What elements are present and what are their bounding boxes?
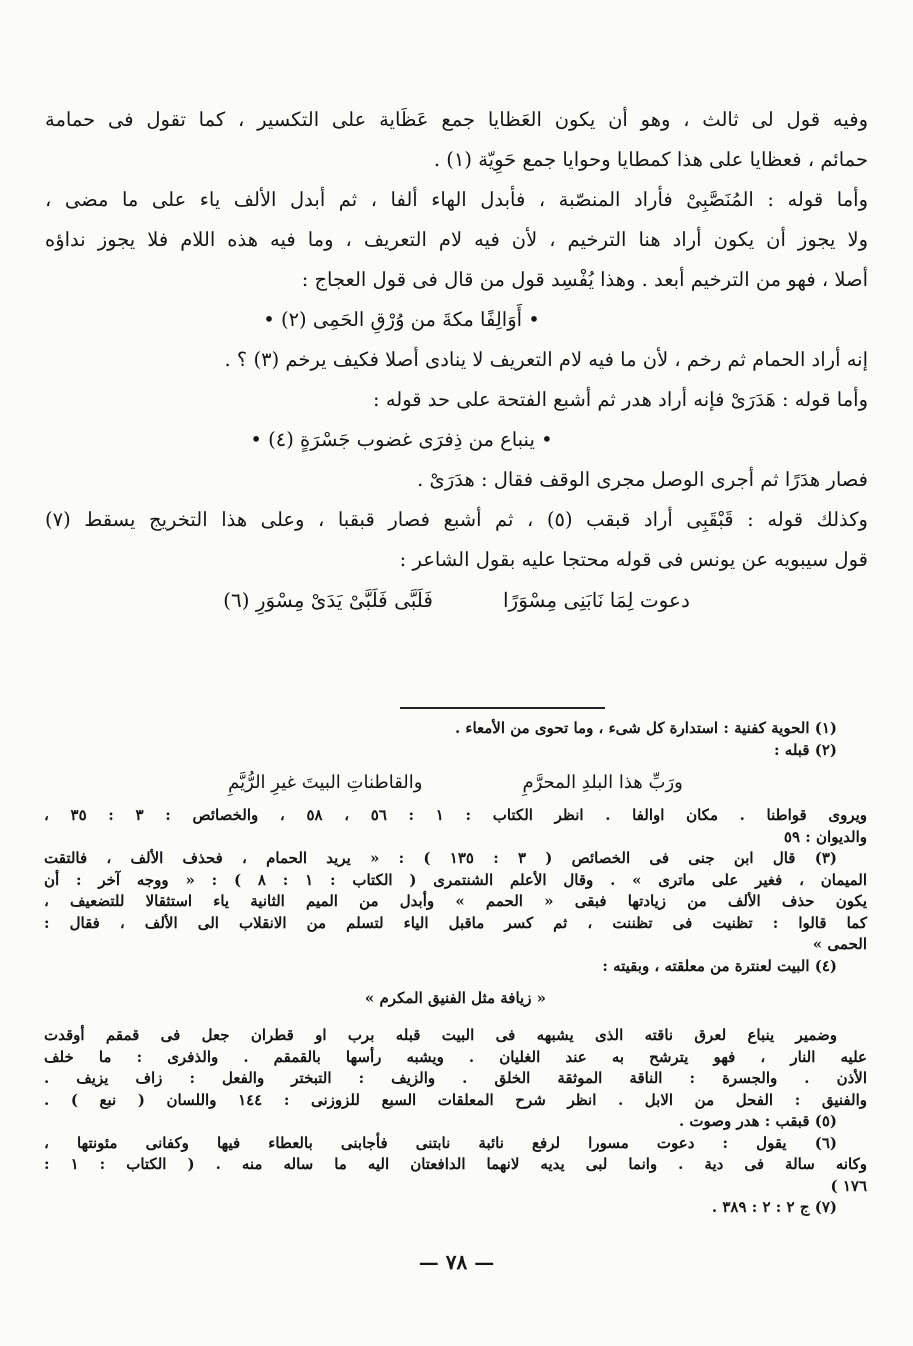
footnote-line: كما قالوا : تظنيت فى تظننت ، ثم كسر ماقبل الياء لتسلم من الانقلاب الى الألف ، فقال : bbox=[44, 913, 867, 932]
footnote-3: (٣) قال ابن جنى فى الخصائص ( ٣ : ١٣٥ ) : « يريد الحمام ، فحذف الألف ، فالتقت bbox=[44, 849, 837, 867]
footnote-6: (٦) يقول : دعوت مسورا لرفع نائبة نابتنى فأجابنى بالعطاء فيها وكفانى مئونتها ، bbox=[44, 1133, 837, 1152]
footnote-4: (٤) البيت لعنترة من معلقته ، وبقيته : bbox=[602, 956, 837, 975]
text-line: إنه أراد الحمام ثم رخم ، لأن ما فيه لام التعريف لا ينادى أصلا فكيف يرخم (٣) ؟ . bbox=[224, 348, 868, 371]
text-line: وأما قوله : هَدَرَىْ فإنه أراد هدر ثم أشبع الفتحة على حد قوله : bbox=[373, 388, 868, 411]
footnote-line: ١٧٦ ) bbox=[830, 1176, 867, 1195]
text-line: وفيه قول لى ثالث ، وهو أن يكون العَظايا جمع عَظَاية على التكسير ، كما تقول فى حمامة bbox=[45, 108, 868, 131]
footnote-4-verse: « زيافة مثل الفنيق المكرم » bbox=[364, 989, 547, 1007]
poem-first-hemistich: دعوت لِمَا نَابَنِى مِسْوَرًا bbox=[503, 588, 690, 612]
footnote-separator bbox=[400, 707, 605, 709]
footnote-verse-first: ورَبِّ هذا البلدِ المحرَّمِ bbox=[522, 772, 683, 793]
footnote-line: الميمان ، فغير على ماترى » . وقال الأعلم الشنتمرى ( الكتاب : ١ : ٨ ) : « ووجه آخر : أن bbox=[44, 870, 867, 889]
footnote-2: (٢) قبله : bbox=[774, 740, 837, 759]
footnotes bbox=[44, 718, 867, 1219]
footnote-line: يكون حذف الألف من زيادتها فبقى « الحمم » وأبدل من الميم الثانية ياء استثقالا للتضعيف ، bbox=[44, 892, 867, 910]
footnote-line: الأذن . والجسرة : الناقة الموثقة الخلق . والزيف : التبختر والفعل : زاف يزيف . bbox=[44, 1069, 867, 1087]
text-line: ولا يجوز أن يكون أراد هنا الترخيم ، لأن فيه لام التعريف ، وما فيه هذه اللام فلا يجوز نداؤه bbox=[45, 228, 868, 251]
footnote-verse-second: والقاطناتِ البيتَ غيرِ الرُّيَّمِ bbox=[228, 772, 423, 793]
text-line: حمائم ، فعظايا على هذا كمطايا وحوايا جمع حَوِيّة (١) . bbox=[433, 148, 868, 171]
footnote-line: وكانه سالة فى دية . وانما لبى يديه لانهما الدافعتان اليه ما ساله منه . ( الكتاب : ١ : bbox=[44, 1155, 867, 1173]
footnote-line: والديوان : ٥٩ bbox=[783, 827, 867, 846]
footnote-7: (٧) ج ٢ : ٢ : ٣٨٩ . bbox=[711, 1198, 837, 1216]
footnote-1: (١) الحوية كفنية : استدارة كل شىء ، وما تحوى من الأمعاء . bbox=[454, 719, 837, 737]
footnote-line: وضمير ينباع لعرق ناقته الذى يشبهه فى البيت قبله برب او قطران جعل فى قمقم أوقدت bbox=[44, 1026, 837, 1044]
footnote-line: والفنيق : الفحل من الابل . انظر شرح المعلقات السبع للزوزنى : ١٤٤ واللسان ( نبع ) . bbox=[44, 1090, 867, 1109]
footnote-2-verse bbox=[44, 761, 867, 805]
footnote-line: عليه النار ، فهو يترشح به عند الغليان . ويشبه رأسها بالقمقم . والذفرى : ما خلف bbox=[44, 1047, 867, 1066]
text-line: قول سيبويه عن يونس فى قوله محتجا عليه بقول الشاعر : bbox=[399, 548, 868, 571]
poem-second-hemistich: فَلَبَّى فَلَبَّىْ يَدَىْ مِسْوَرِ (٦) bbox=[223, 588, 433, 612]
text-line: وكذلك قوله : قَبْقَبِى أراد قبقب (٥) ، ثم أشبع فصار قبقبا ، وعلى هذا التخريج يسقط (٧) bbox=[45, 508, 868, 531]
text-line: فصار هدَرًا ثم أجرى الوصل مجرى الوقف فقال : هدَرَىْ . bbox=[417, 468, 868, 491]
footnote-5: (٥) قبقب : هدر وصوت . bbox=[678, 1112, 837, 1130]
rajaz-verse: • ينباع من ذِفرَى غضوب جَسْرَةٍ (٤) • bbox=[250, 428, 553, 451]
footnote-line: ويروى قواطنا . مكان اوالفا . انظر الكتاب : ١ : ٥٦ ، ٥٨ ، والخصائص : ٣ : ٣٥ ، bbox=[44, 806, 868, 824]
text-line: أصلا ، فهو من الترخيم أبعد . وهذا يُفْسِد قول من قال فى قول العجاج : bbox=[301, 268, 868, 291]
poem-verse bbox=[45, 580, 868, 628]
page-number: — ٧٨ — bbox=[418, 1250, 495, 1274]
footnote-line: الحمى » bbox=[812, 935, 867, 953]
main-text bbox=[45, 100, 868, 628]
rajaz-verse: • أَوَالِفًا مكةَ من وُرْقِ الحَمِى (٢) • bbox=[263, 308, 540, 331]
text-line: وأما قوله : المُنَصَّبِىْ فأراد المنصّبة ، فأبدل الهاء ألفا ، ثم أبدل الألف ياء على ما مضى ، bbox=[45, 188, 868, 211]
